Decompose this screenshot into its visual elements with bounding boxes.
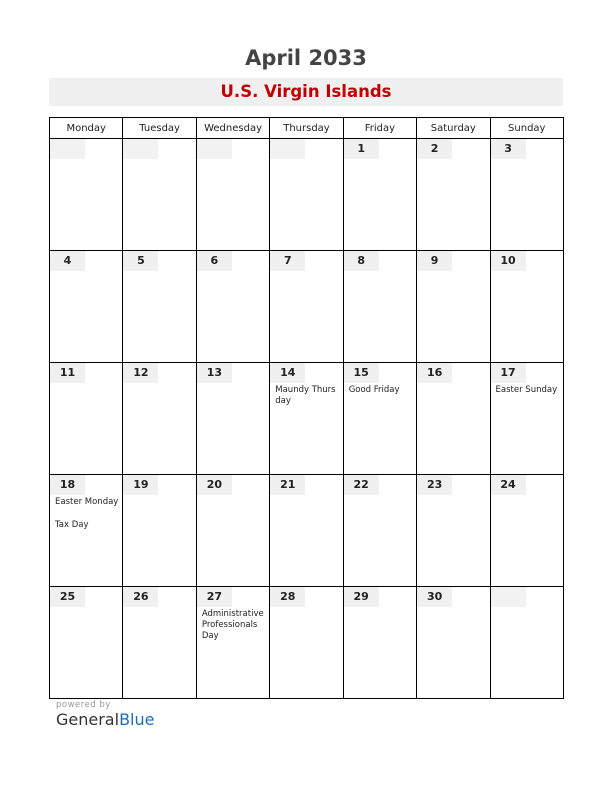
- week-row: [50, 587, 564, 699]
- day-number: 19: [123, 475, 158, 495]
- calendar-grid: [49, 117, 564, 699]
- day-cell[interactable]: [123, 363, 196, 475]
- day-cell[interactable]: [417, 587, 490, 699]
- day-number: 7: [270, 251, 305, 271]
- day-number: 10: [491, 251, 526, 271]
- day-cell[interactable]: [196, 139, 269, 251]
- day-cell[interactable]: [50, 139, 123, 251]
- day-number: 20: [197, 475, 232, 495]
- day-number: 6: [197, 251, 232, 271]
- day-cell[interactable]: [50, 251, 123, 363]
- day-number: 23: [417, 475, 452, 495]
- day-number: 22: [344, 475, 379, 495]
- page-title: April 2033: [245, 46, 367, 70]
- day-cell[interactable]: [417, 251, 490, 363]
- holiday-label: Good Friday: [348, 385, 400, 395]
- region-banner: [49, 78, 563, 106]
- day-cell[interactable]: [270, 139, 343, 251]
- day-cell[interactable]: [123, 475, 196, 587]
- powered-by-text: powered by: [56, 700, 111, 710]
- day-number: 2: [417, 139, 452, 159]
- day-cell[interactable]: [123, 251, 196, 363]
- brand-logo[interactable]: [56, 710, 154, 729]
- day-cell[interactable]: [50, 475, 123, 587]
- day-number: 27: [197, 587, 232, 607]
- day-cell[interactable]: [490, 363, 563, 475]
- day-number: [270, 139, 305, 159]
- brand-blue: Blue: [119, 710, 155, 729]
- brand-general: General: [56, 710, 120, 729]
- day-number: 5: [123, 251, 158, 271]
- day-cell[interactable]: [417, 475, 490, 587]
- weekday-header-row: [50, 118, 564, 139]
- day-number: 25: [50, 587, 85, 607]
- week-row: [50, 475, 564, 587]
- day-cell[interactable]: [343, 475, 416, 587]
- day-cell[interactable]: [196, 251, 269, 363]
- holiday-label: Administrative Professionals Day: [201, 609, 264, 641]
- day-cell[interactable]: [490, 475, 563, 587]
- region-name: U.S. Virgin Islands: [220, 82, 392, 101]
- day-number: 24: [491, 475, 526, 495]
- day-number: [123, 139, 158, 159]
- day-cell[interactable]: [50, 363, 123, 475]
- day-cell[interactable]: [490, 251, 563, 363]
- day-number: 1: [344, 139, 379, 159]
- day-cell[interactable]: [343, 251, 416, 363]
- day-number: 3: [491, 139, 526, 159]
- holiday-label: Easter Sunday: [495, 385, 558, 395]
- footer: [56, 700, 154, 729]
- week-row: [50, 139, 564, 251]
- weekday-header: Wednesday: [196, 118, 269, 139]
- week-row: [50, 251, 564, 363]
- weekday-header: Tuesday: [123, 118, 196, 139]
- day-cell[interactable]: [270, 363, 343, 475]
- day-cell[interactable]: [196, 587, 269, 699]
- day-number: 17: [491, 363, 526, 383]
- day-number: 9: [417, 251, 452, 271]
- day-number: 29: [344, 587, 379, 607]
- holiday-label: Tax Day: [55, 520, 89, 530]
- day-cell[interactable]: [123, 139, 196, 251]
- week-row: [50, 363, 564, 475]
- day-cell[interactable]: [343, 363, 416, 475]
- day-number: [50, 139, 85, 159]
- holiday-label: Easter Monday: [55, 497, 119, 507]
- day-cell[interactable]: [270, 251, 343, 363]
- day-number: 14: [270, 363, 305, 383]
- day-number: 4: [50, 251, 85, 271]
- weekday-header: Sunday: [490, 118, 563, 139]
- day-cell[interactable]: [490, 139, 563, 251]
- day-cell[interactable]: [343, 587, 416, 699]
- day-number: 15: [344, 363, 379, 383]
- day-cell[interactable]: [270, 587, 343, 699]
- day-number: [491, 587, 526, 607]
- day-number: 16: [417, 363, 452, 383]
- day-cell[interactable]: [196, 475, 269, 587]
- day-cell[interactable]: [343, 139, 416, 251]
- day-cell[interactable]: [270, 475, 343, 587]
- weekday-header: Monday: [50, 118, 123, 139]
- day-number: 26: [123, 587, 158, 607]
- day-number: 13: [197, 363, 232, 383]
- day-cell[interactable]: [490, 587, 563, 699]
- day-cell[interactable]: [196, 363, 269, 475]
- day-cell[interactable]: [50, 587, 123, 699]
- day-cell[interactable]: [417, 363, 490, 475]
- day-number: 8: [344, 251, 379, 271]
- day-number: 30: [417, 587, 452, 607]
- day-number: 12: [123, 363, 158, 383]
- day-cell[interactable]: [123, 587, 196, 699]
- day-number: 21: [270, 475, 305, 495]
- day-number: [197, 139, 232, 159]
- day-number: 11: [50, 363, 85, 383]
- weekday-header: Thursday: [270, 118, 343, 139]
- holiday-label: Maundy Thursday: [275, 385, 336, 406]
- day-number: 18: [50, 475, 85, 495]
- day-cell[interactable]: [417, 139, 490, 251]
- weekday-header: Saturday: [417, 118, 490, 139]
- weekday-header: Friday: [343, 118, 416, 139]
- day-number: 28: [270, 587, 305, 607]
